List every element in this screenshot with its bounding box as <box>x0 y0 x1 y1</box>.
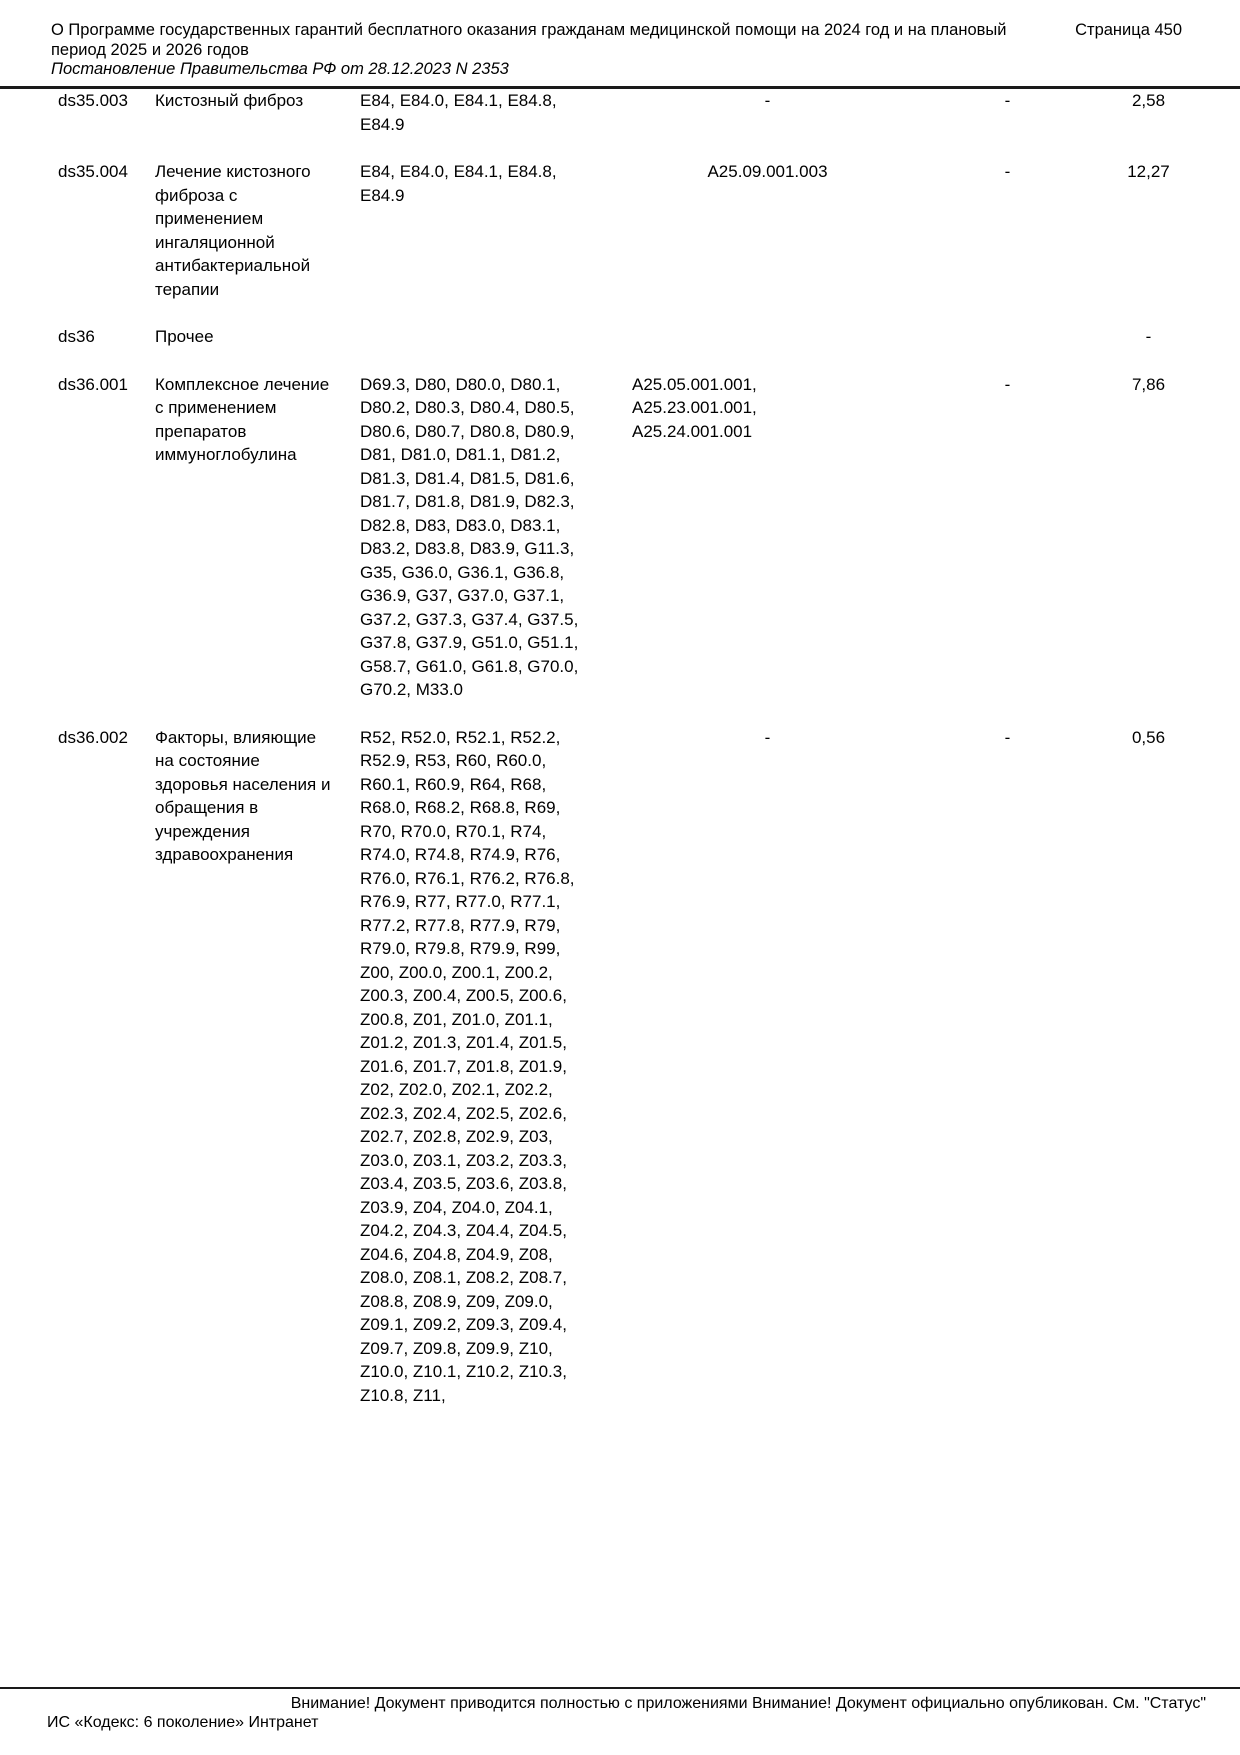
tariff-table <box>58 89 1240 1407</box>
text-line: Z10.8, Z11, <box>360 1385 446 1405</box>
footer-divider <box>0 1687 1240 1689</box>
text-line: R60.1, R60.9, R64, R68, <box>360 774 547 794</box>
text-line: ингаляционной <box>155 232 275 252</box>
text-line: Кистозный фиброз <box>155 91 304 110</box>
text-line: R74.0, R74.8, R74.9, R76, <box>360 845 561 864</box>
text-line: терапии <box>155 279 220 299</box>
row-icd-codes-cell <box>360 160 575 301</box>
text-line: D83.2, D83.8, D83.9, G11.3, <box>360 539 575 558</box>
text-line: 2,58 <box>1131 91 1166 110</box>
row-code-cell <box>58 89 155 136</box>
text-line: Z02.7, Z02.8, Z02.9, Z03, <box>360 1127 553 1146</box>
text-line: 0,56 <box>1131 727 1166 747</box>
text-line: Z09.1, Z09.2, Z09.3, Z09.4, <box>360 1315 567 1334</box>
text-line: учреждения <box>155 821 250 841</box>
text-line: A25.24.001.001 <box>632 421 753 441</box>
row-name-cell <box>155 160 360 301</box>
text-line: Прочее <box>155 327 214 346</box>
text-line: - <box>1004 162 1011 181</box>
row-extra-cell <box>960 373 1055 702</box>
row-icd-codes-cell <box>360 89 575 136</box>
text-line: Комплексное лечение <box>155 374 330 394</box>
text-line: Z03.9, Z04, Z04.0, Z04.1, <box>360 1197 553 1217</box>
row-code-cell <box>58 160 155 301</box>
text-line: Факторы, влияющие <box>155 727 317 747</box>
row-value-cell <box>1055 160 1240 301</box>
row-service-codes-cell <box>575 726 960 1408</box>
text-line: R76.9, R77, R77.0, R77.1, <box>360 892 561 911</box>
text-line: R79.0, R79.8, R79.9, R99, <box>360 939 561 958</box>
text-line: ds36.002 <box>58 727 128 747</box>
row-service-codes-cell <box>575 325 960 349</box>
document-title <box>51 21 1006 60</box>
text-line: E84.9 <box>360 185 405 205</box>
text-line: G37.2, G37.3, G37.4, G37.5, <box>360 609 579 629</box>
row-icd-codes-cell <box>360 325 575 349</box>
text-line: A25.05.001.001, <box>632 374 757 394</box>
text-line: Z09.7, Z09.8, Z09.9, Z10, <box>360 1338 553 1358</box>
text-line: Z04.6, Z04.8, Z04.9, Z08, <box>360 1244 553 1264</box>
text-line: - <box>1004 727 1011 747</box>
document-reference: Постановление Правительства РФ от 28.12.2023 N 2353 <box>51 60 509 78</box>
row-name-cell <box>155 726 360 1408</box>
document-header <box>51 21 1182 80</box>
text-line: обращения в <box>155 798 259 817</box>
document-footer <box>47 1695 1206 1732</box>
row-code-cell <box>58 373 155 702</box>
text-line: ds36 <box>58 327 95 346</box>
table-row <box>58 325 1240 349</box>
text-line: G35, G36.0, G36.1, G36.8, <box>360 562 565 582</box>
text-line: применением <box>155 209 264 228</box>
footer-source: ИС «Кодекс: 6 поколение» Интранет <box>47 1713 319 1731</box>
table-row <box>58 373 1240 702</box>
text-line: Z01.2, Z01.3, Z01.4, Z01.5, <box>360 1033 567 1052</box>
text-line: с применением <box>155 398 277 417</box>
text-line: Z04.2, Z04.3, Z04.4, Z04.5, <box>360 1221 567 1240</box>
text-line: G36.9, G37, G37.0, G37.1, <box>360 586 565 605</box>
row-code-cell <box>58 726 155 1408</box>
text-line: G37.8, G37.9, G51.0, G51.1, <box>360 633 579 652</box>
text-line: - <box>1004 374 1011 394</box>
text-line: D81.3, D81.4, D81.5, D81.6, <box>360 468 575 488</box>
text-line: Z03.4, Z03.5, Z03.6, Z03.8, <box>360 1174 567 1193</box>
row-service-codes-cell <box>575 373 960 702</box>
text-line: препаратов <box>155 421 247 441</box>
document-title-line-2: период 2025 и 2026 годов <box>51 40 249 59</box>
row-name-cell <box>155 325 360 349</box>
text-line: - <box>1145 327 1152 346</box>
text-line: R70, R70.0, R70.1, R74, <box>360 821 547 841</box>
table-row <box>58 160 1240 301</box>
text-line: R52.9, R53, R60, R60.0, <box>360 751 547 770</box>
row-extra-cell <box>960 160 1055 301</box>
text-line: G70.2, M33.0 <box>360 680 464 699</box>
text-line: A25.09.001.003 <box>707 162 828 181</box>
page-number-label: Страница 450 <box>1075 21 1182 39</box>
text-line: E84, E84.0, E84.1, E84.8, <box>360 91 557 110</box>
text-line: D80.2, D80.3, D80.4, D80.5, <box>360 398 575 417</box>
text-line: Z02, Z02.0, Z02.1, Z02.2, <box>360 1080 553 1099</box>
text-line: Z01.6, Z01.7, Z01.8, Z01.9, <box>360 1056 567 1076</box>
text-line: R68.0, R68.2, R68.8, R69, <box>360 798 561 817</box>
text-line: Z10.0, Z10.1, Z10.2, Z10.3, <box>360 1362 567 1381</box>
row-service-codes-cell <box>575 160 960 301</box>
text-line: Z02.3, Z02.4, Z02.5, Z02.6, <box>360 1103 567 1123</box>
row-value-cell <box>1055 373 1240 702</box>
text-line: R77.2, R77.8, R77.9, R79, <box>360 915 561 935</box>
text-line: Z00.8, Z01, Z01.0, Z01.1, <box>360 1009 553 1029</box>
row-value-cell <box>1055 89 1240 136</box>
row-value-cell <box>1055 726 1240 1408</box>
text-line: на состояние <box>155 751 260 770</box>
text-line: Z00.3, Z00.4, Z00.5, Z00.6, <box>360 986 567 1005</box>
text-line: R52, R52.0, R52.1, R52.2, <box>360 727 561 747</box>
document-title-line-1: О Программе государственных гарантий бесплатного оказания гражданам медицинской помощи на 2024 год и на плановый <box>51 21 1007 39</box>
row-service-codes-cell <box>575 89 960 136</box>
text-line: D80.6, D80.7, D80.8, D80.9, <box>360 421 575 441</box>
text-line: Z03.0, Z03.1, Z03.2, Z03.3, <box>360 1150 567 1170</box>
text-line: фиброза с <box>155 185 238 205</box>
text-line: G58.7, G61.0, G61.8, G70.0, <box>360 656 579 676</box>
text-line: D82.8, D83, D83.0, D83.1, <box>360 515 561 535</box>
text-line: иммуноглобулина <box>155 445 297 464</box>
text-line: E84, E84.0, E84.1, E84.8, <box>360 162 557 181</box>
table-row <box>58 726 1240 1408</box>
row-value-cell <box>1055 325 1240 349</box>
text-line: E84.9 <box>360 114 405 134</box>
text-line: ds35.003 <box>58 91 128 110</box>
text-line: ds36.001 <box>58 374 128 394</box>
header-title-row <box>51 21 1182 60</box>
text-line: D69.3, D80, D80.0, D80.1, <box>360 374 561 394</box>
row-icd-codes-cell <box>360 726 575 1408</box>
row-icd-codes-cell <box>360 373 579 702</box>
text-line: Лечение кистозного <box>155 162 311 181</box>
row-extra-cell <box>960 89 1055 136</box>
text-line: Z08.8, Z08.9, Z09, Z09.0, <box>360 1291 553 1311</box>
row-extra-cell <box>960 726 1055 1408</box>
text-line: 12,27 <box>1127 162 1170 181</box>
text-line: D81, D81.0, D81.1, D81.2, <box>360 445 561 464</box>
row-extra-cell <box>960 325 1055 349</box>
text-line: Z00, Z00.0, Z00.1, Z00.2, <box>360 962 553 982</box>
text-line: здравоохранения <box>155 845 294 864</box>
text-line: - <box>764 91 771 110</box>
text-line: Z08.0, Z08.1, Z08.2, Z08.7, <box>360 1268 567 1287</box>
table-row <box>58 89 1240 136</box>
text-line: ds35.004 <box>58 162 128 181</box>
row-name-cell <box>155 373 360 702</box>
text-line: здоровья населения и <box>155 774 331 794</box>
text-line: R76.0, R76.1, R76.2, R76.8, <box>360 868 575 888</box>
row-name-cell <box>155 89 360 136</box>
text-line: A25.23.001.001, <box>632 398 757 417</box>
text-line: - <box>764 727 771 747</box>
text-line: - <box>1004 91 1011 110</box>
text-line: антибактериальной <box>155 256 311 275</box>
text-line: D81.7, D81.8, D81.9, D82.3, <box>360 492 575 511</box>
row-code-cell <box>58 325 155 349</box>
text-line: 7,86 <box>1131 374 1166 394</box>
footer-notice: Внимание! Документ приводится полностью с приложениями Внимание! Документ официально опубликован. См. "Статус" <box>290 1695 1206 1712</box>
